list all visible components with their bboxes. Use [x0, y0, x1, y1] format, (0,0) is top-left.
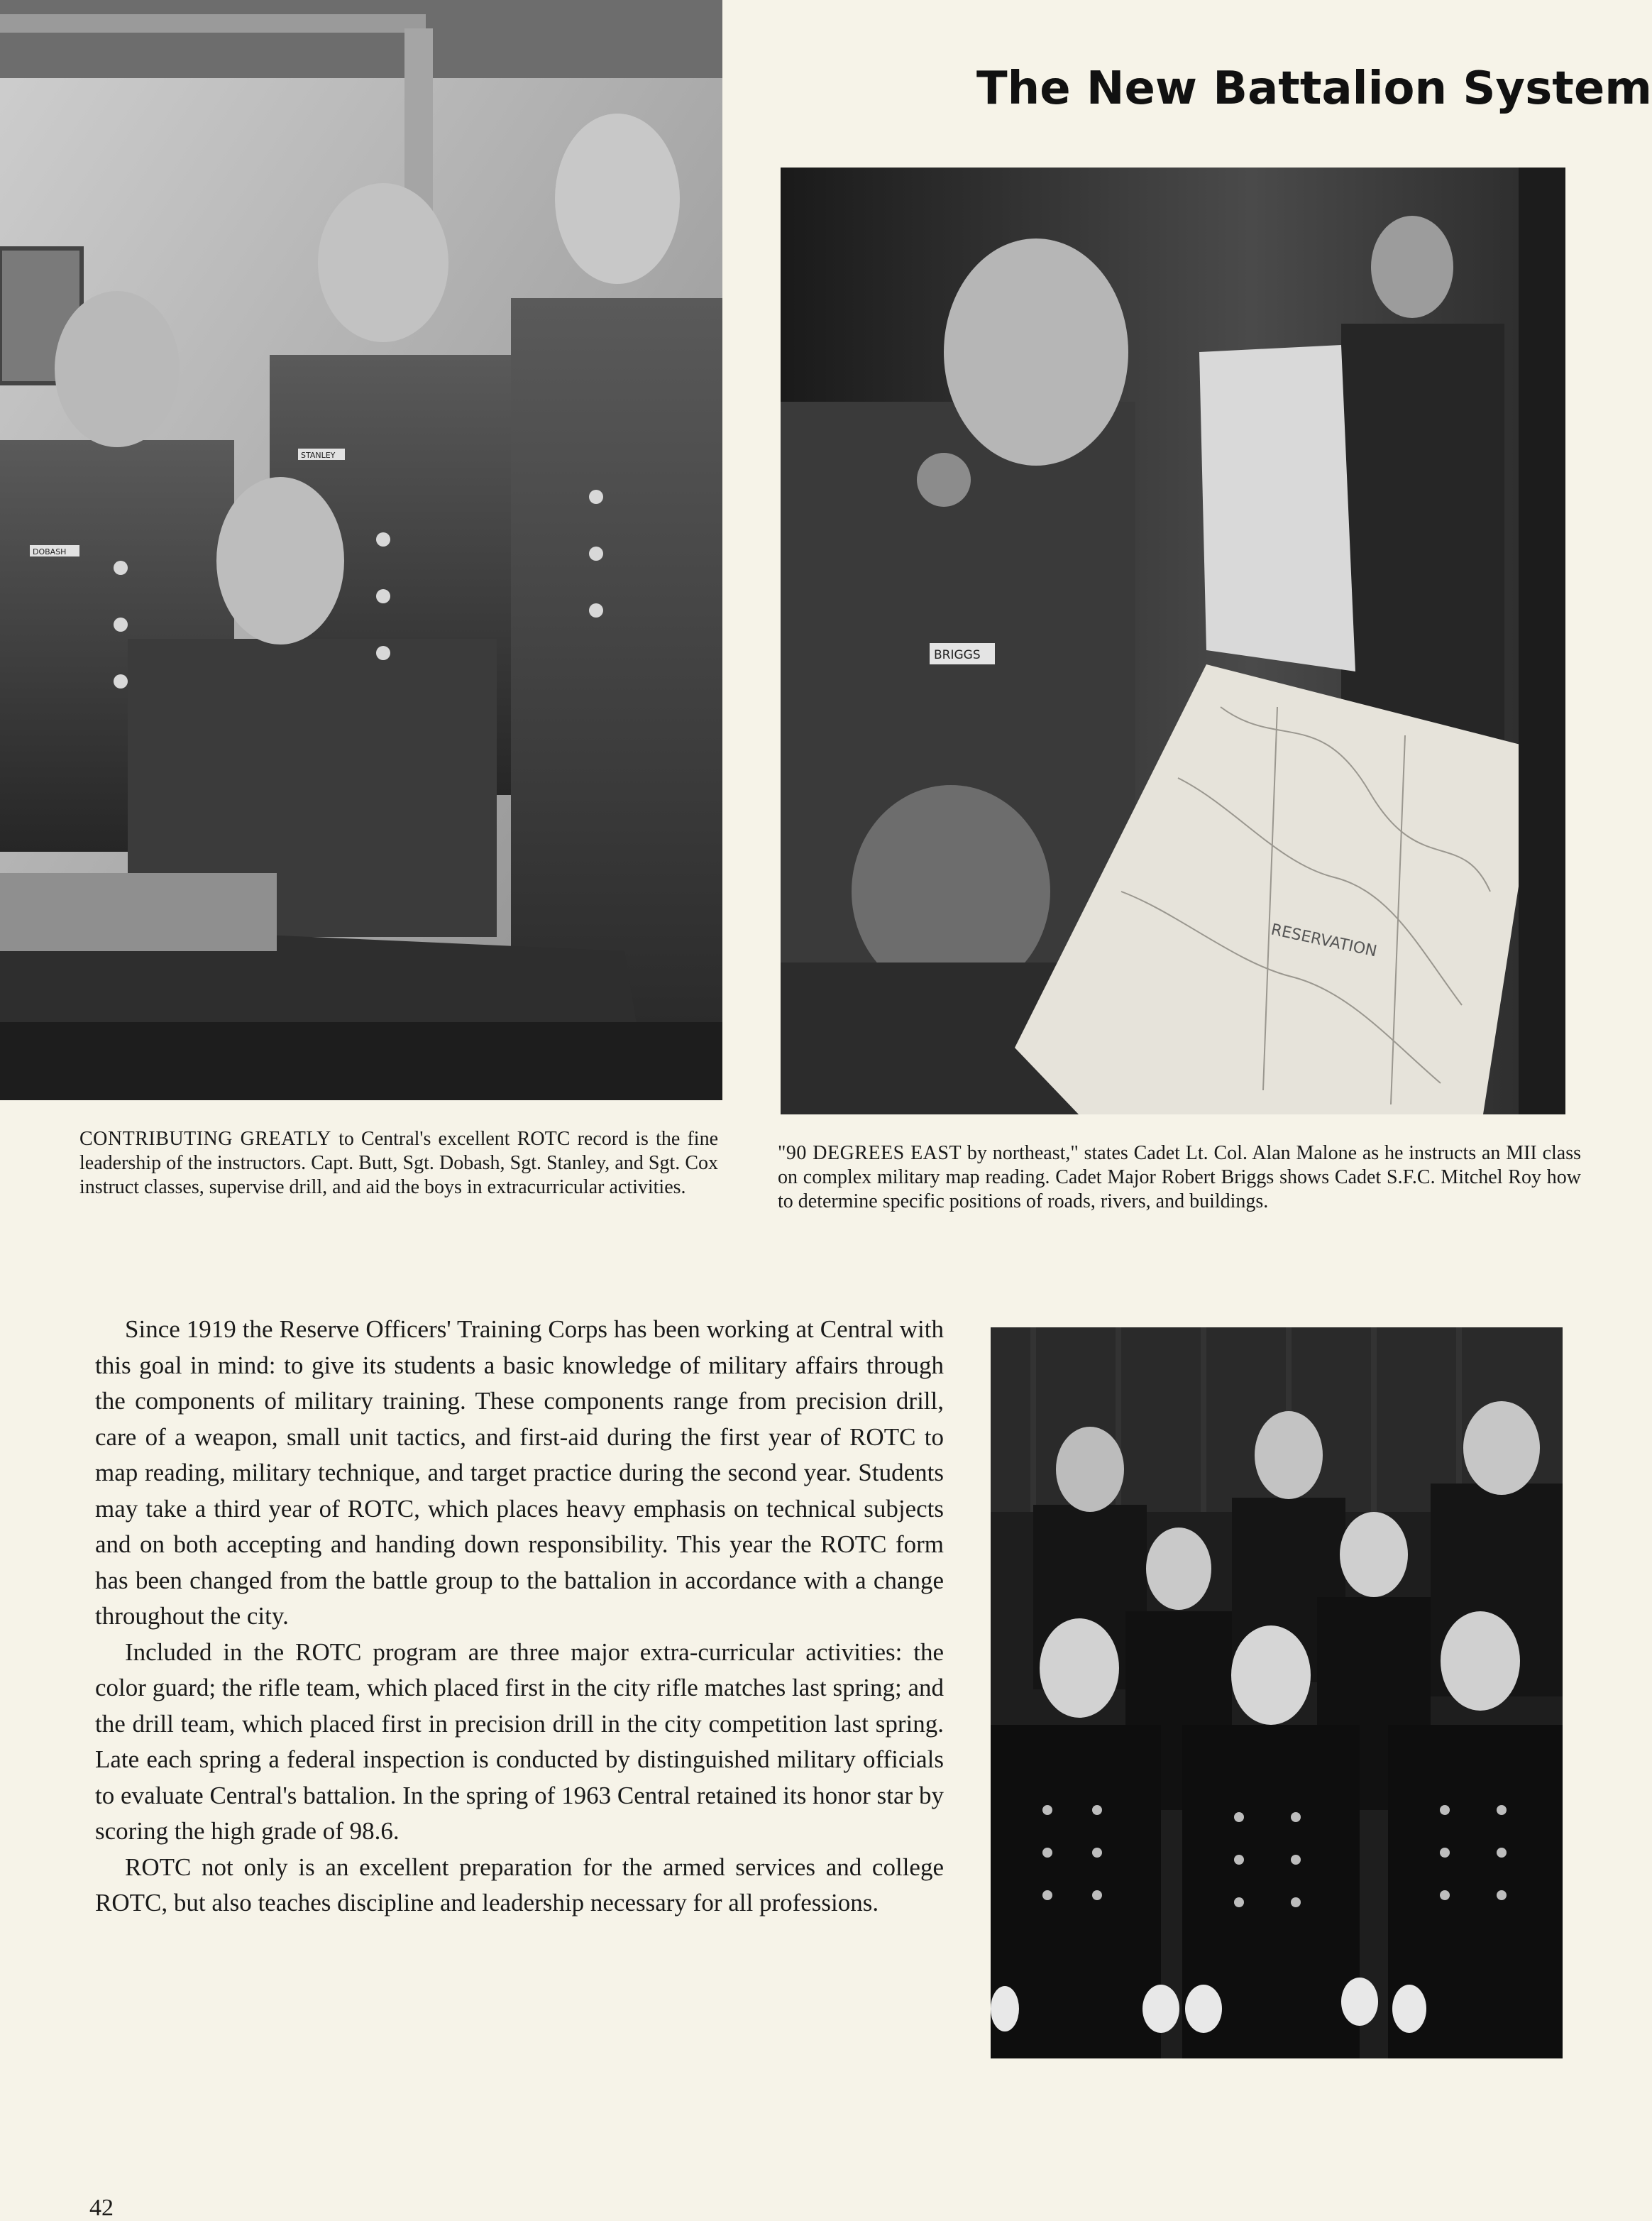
sponsors-group-photo-graphic	[991, 1327, 1563, 2058]
map-reading-caption-text: by northeast," states Cadet Lt. Col. Alan Malone as he instructs an MII class on complex military map reading. Cadet Major Robert Briggs shows Cadet S.F.C. Mitchel Roy how to determine specific positions of roads, rivers, and buildings.	[778, 1142, 1581, 1212]
nametag-dobash: DOBASH	[33, 547, 67, 556]
instructors-caption	[79, 1127, 718, 1200]
map-reading-photo	[781, 168, 1565, 1114]
map-reading-caption	[778, 1141, 1581, 1214]
instructors-photo-graphic	[0, 0, 722, 1100]
article-body	[95, 1312, 944, 1921]
nametag-briggs: BRIGGS	[934, 648, 981, 662]
map-reading-photo-graphic	[781, 168, 1565, 1114]
page-headline: The New Battalion System	[976, 62, 1652, 115]
instructors-caption-lead: CONTRIBUTING GREATLY	[79, 1128, 331, 1150]
body-paragraph: Since 1919 the Reserve Officers' Training Corps has been working at Central with this goal in mind: to give its students a basic knowledge of military affairs through the components of military training. These components range from precision drill, care of a weapon, small unit tactics, and first-aid during the first year of ROTC to map reading, military technique, and target practice during the second year. Students may take a third year of ROTC, which places heavy emphasis on technical subjects and on both accepting and handing down responsibility. This year the ROTC form has been changed from the battle group to the battalion in accordance with a change throughout the city.	[95, 1315, 944, 1630]
nametag-stanley: STANLEY	[301, 451, 336, 460]
instructors-caption-text: to Central's excellent ROTC record is the fine leadership of the instructors. Capt. Butt, Sgt. Dobash, Sgt. Stanley, and Sgt. Cox instruct classes, supervise drill, and aid the boys in extracurricular activities.	[79, 1128, 719, 1198]
sponsors-group-photo	[991, 1327, 1563, 2058]
body-paragraph: Included in the ROTC program are three major extra-curricular activities: the color guard; the rifle team, which placed first in the city rifle matches last spring; and the drill team, which placed first in precision drill in the city competition last spring. Late each spring a federal inspection is conducted by distinguished military officials to evaluate Central's battalion. In the spring of 1963 Central retained its honor star by scoring the high grade of 98.6.	[95, 1638, 944, 1845]
map-label: RESERVATION	[1269, 921, 1379, 961]
body-paragraph: ROTC not only is an excellent preparation for the armed services and college ROTC, but also teaches discipline and leadership necessary for all professions.	[95, 1853, 944, 1916]
instructors-photo	[0, 0, 722, 1100]
map-reading-caption-lead: "90 DEGREES EAST	[778, 1142, 962, 1164]
page-number: 42	[89, 2195, 114, 2221]
